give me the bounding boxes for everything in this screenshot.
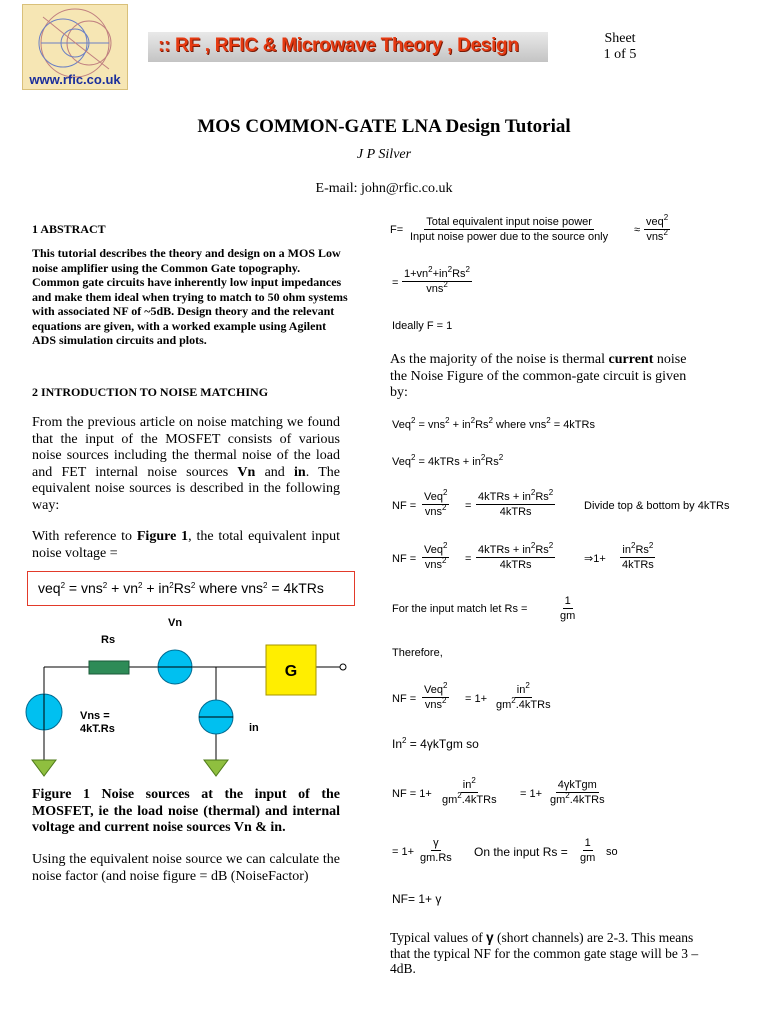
so-text: so	[606, 846, 618, 858]
divide-note: Divide top & bottom by 4kTRs	[584, 500, 730, 512]
veq-equation-2: Veq$^2$ = 4kTRs + $in^2Rs^2$	[392, 453, 504, 468]
vns-value: 4kT.Rs	[80, 723, 115, 735]
figure-ref: Figure 1	[136, 529, 189, 544]
veq-vns-fraction: Veq$^2$ vns$^2$	[424, 488, 448, 518]
in-gm-fraction: $in^2$ $gm^2.4kTRs$	[496, 681, 551, 711]
intro-heading: 2 INTRODUCTION TO NOISE MATCHING	[32, 385, 269, 399]
typical-paragraph: Typical values of γ (short channels) are 2-3. This means that the typical NF for the common gate stage will be 3 – 4dB.	[390, 930, 699, 976]
in-term: in	[294, 464, 306, 480]
intro-text: and	[255, 464, 295, 480]
closing-paragraph: Using the equivalent noise source we can calculate the noise factor (and noise figure = dB (NoiseFactor)	[32, 852, 340, 884]
nf-label: NF =	[392, 500, 417, 512]
gamma-fraction: 4γkTgm $gm^2.4kTRs$	[550, 779, 605, 806]
nf-final: NF= 1+ γ	[392, 892, 442, 906]
banner	[148, 32, 548, 62]
abstract-text: This tutorial describes the theory and design on a MOS Low noise amplifier using the Common Gate topography. Common gate circuits have inherently low input impedances and make them ideal when trying to match to 50 ohm systems with associated NF of ~5dB. Design theory and the relevant equations are given, with a worked example using Agilent ADS simulation circuits and plots.	[32, 246, 348, 347]
rfic-logo	[22, 4, 128, 90]
ground-icon	[32, 760, 56, 776]
f-fraction	[408, 216, 610, 243]
intro-text: , the total equivalent input noise voltage =	[32, 529, 340, 561]
vn-term: Vn	[237, 464, 256, 480]
intro-text: . The equivalent noise sources is described in the following way:	[32, 464, 340, 513]
veq-equation-1: $Veq^2 = vns^2 + in^2Rs^2$ where vns$^2$ = 4kTRs	[392, 416, 595, 431]
eq-one-plus: = 1+	[465, 693, 488, 705]
nf-one-plus: NF = 1+	[392, 788, 432, 800]
input-match-text: For the input match let Rs =	[392, 603, 528, 615]
vn-label: Vn	[168, 617, 183, 629]
intro-text: From the previous article on noise matching we found that the input of the MOSFET consists of various noise sources including the thermal noise of the load and FET internal noise sources	[32, 415, 340, 480]
equation-veq: $veq^2 = vns^2 + vn^2 + in^2Rs^2$ where vns$^2$ = 4kTRs	[38, 580, 324, 596]
figure-caption: Figure 1 Noise sources at the input of the MOSFET, ie the load noise (thermal) and internal voltage and current noise sources Vn & in.	[32, 787, 340, 835]
in-label: in	[249, 722, 259, 734]
eq-one-plus: = 1+	[392, 846, 415, 858]
eq-one-plus: = 1+	[520, 788, 543, 800]
equation-box	[27, 571, 355, 606]
eq2-fraction: $1+vn^2+in^2Rs^2$ vns$^2$	[404, 265, 470, 295]
one-over-gm: $\frac{1}{gm}$	[580, 837, 596, 864]
f-denominator: Input noise power due to the source only	[410, 231, 609, 243]
equals-sign: =	[465, 500, 472, 512]
gate-label: G	[284, 663, 298, 680]
gamma-gmrs-fraction: $\frac{\gamma}{gm.Rs}$	[420, 837, 452, 864]
logo-url: www.rfic.co.uk	[29, 72, 121, 87]
email: E-mail: john@rfic.co.uk	[315, 181, 453, 196]
eq2-lead: =	[392, 277, 399, 289]
one-over-gm: $\frac{1}{gm}$	[560, 595, 576, 622]
in-rs-fraction: $in^2Rs^2$ 4kTRs	[622, 541, 654, 571]
circuit-diagram	[24, 614, 360, 778]
implies-one-plus: ⇒1+	[584, 553, 606, 565]
sheet-label: Sheet	[604, 31, 636, 46]
rs-label: Rs	[101, 634, 116, 646]
ground-icon	[204, 760, 228, 776]
sheet-indicator	[580, 31, 660, 63]
intro-text: With reference to	[32, 529, 137, 544]
input-rs-text: On the input Rs =	[474, 845, 568, 859]
equals-sign: =	[465, 553, 472, 565]
ideally-text: Ideally F = 1	[392, 320, 453, 332]
therefore-text: Therefore,	[392, 647, 443, 659]
f-numerator: Total equivalent input noise power	[426, 216, 592, 228]
veq-vns-fraction: Veq$^2$ vns$^2$	[424, 681, 448, 711]
in2-equation: $In^2$ = 4γkTgm so	[392, 736, 479, 751]
author: J P Silver	[356, 147, 412, 162]
page-title: MOS COMMON-GATE LNA Design Tutorial	[197, 116, 571, 137]
nf-label: NF =	[392, 553, 417, 565]
intro-paragraph-2	[32, 529, 340, 562]
ktrs-fraction: 4kTRs + $in^2Rs^2$ 4kTRs	[478, 488, 554, 518]
abstract-heading: 1 ABSTRACT	[32, 222, 106, 236]
f-label: F=	[390, 224, 404, 236]
ktrs-fraction: 4kTRs + $in^2Rs^2$ 4kTRs	[478, 541, 554, 571]
in-gm-fraction: $in^2$ $gm^2.4kTRs$	[442, 776, 497, 806]
veq-vns-fraction: Veq$^2$ vns$^2$	[424, 541, 448, 571]
banner-title: :: RF , RFIC & Microwave Theory , Design	[158, 35, 519, 56]
veq-vns-fraction: veq$^2$ vns$^2$	[646, 213, 669, 243]
approx-sign: ≈	[634, 224, 641, 236]
vns-label: Vns =	[80, 710, 110, 722]
sheet-page: 1 of 5	[603, 47, 637, 62]
nf-label: NF =	[392, 693, 417, 705]
majority-paragraph: As the majority of the noise is thermal current noise the Noise Figure of the common-gate circuit is given by:	[390, 352, 687, 400]
resistor-rs	[89, 661, 129, 674]
intro-paragraph-1	[32, 415, 340, 514]
